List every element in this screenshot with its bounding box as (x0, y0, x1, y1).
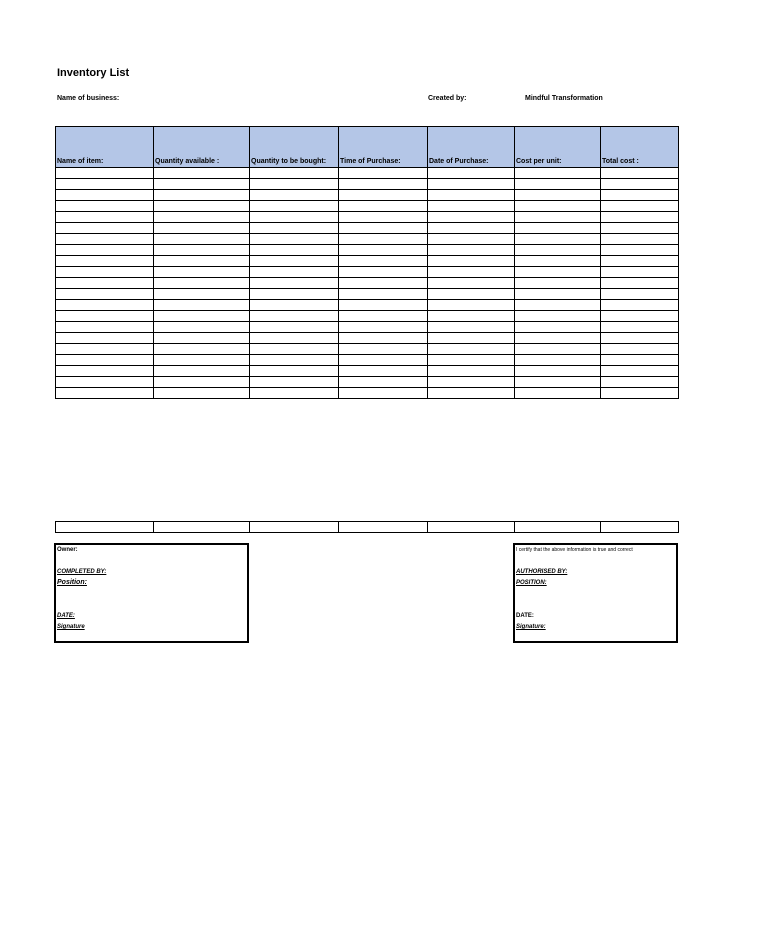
table-cell[interactable] (428, 179, 515, 190)
table-cell[interactable] (154, 179, 250, 190)
authoriser-date-label: DATE: (516, 613, 534, 619)
table-cell[interactable] (154, 234, 250, 245)
table-cell[interactable] (515, 388, 601, 399)
table-cell[interactable] (339, 256, 428, 267)
table-cell[interactable] (428, 278, 515, 289)
table-header-row (56, 127, 679, 168)
table-cell[interactable] (250, 168, 339, 179)
table-cell[interactable] (601, 300, 679, 311)
table-cell[interactable] (428, 311, 515, 322)
table-cell[interactable] (56, 278, 154, 289)
table-row (56, 223, 679, 234)
table-cell[interactable] (428, 245, 515, 256)
table-cell[interactable] (339, 311, 428, 322)
table-cell[interactable] (56, 256, 154, 267)
table-row (56, 388, 679, 399)
table-cell[interactable] (515, 311, 601, 322)
table-cell[interactable] (339, 223, 428, 234)
table-cell[interactable] (515, 377, 601, 388)
table-cell[interactable] (154, 333, 250, 344)
table-cell[interactable] (339, 377, 428, 388)
table-cell[interactable] (154, 278, 250, 289)
table-cell[interactable] (250, 355, 339, 366)
authoriser-signature-label: Signature: (516, 624, 546, 630)
table-cell[interactable] (601, 333, 679, 344)
table-cell[interactable] (154, 289, 250, 300)
table-cell[interactable] (56, 223, 154, 234)
table-cell[interactable] (250, 179, 339, 190)
table-cell[interactable] (601, 377, 679, 388)
table-cell[interactable] (339, 355, 428, 366)
table-cell[interactable] (56, 245, 154, 256)
table-cell[interactable] (428, 300, 515, 311)
table-row (56, 333, 679, 344)
table-cell[interactable] (601, 344, 679, 355)
table-cell[interactable] (428, 377, 515, 388)
table-cell[interactable] (601, 212, 679, 223)
table-cell[interactable] (515, 300, 601, 311)
table-row (56, 245, 679, 256)
table-cell[interactable] (154, 388, 250, 399)
table-cell[interactable] (56, 190, 154, 201)
table-cell[interactable] (339, 300, 428, 311)
table-cell[interactable] (601, 388, 679, 399)
table-cell[interactable] (250, 201, 339, 212)
inventory-table (55, 126, 679, 399)
table-row (56, 366, 679, 377)
table-cell[interactable] (515, 366, 601, 377)
table-cell[interactable] (250, 256, 339, 267)
table-cell[interactable] (428, 333, 515, 344)
table-cell[interactable] (154, 311, 250, 322)
table-cell[interactable] (339, 245, 428, 256)
header-cost-per-unit: Cost per unit: (515, 127, 601, 168)
table-cell[interactable] (515, 355, 601, 366)
table-cell[interactable] (428, 234, 515, 245)
table-cell[interactable] (601, 190, 679, 201)
table-cell[interactable] (339, 179, 428, 190)
table-cell[interactable] (250, 522, 339, 533)
table-cell[interactable] (428, 289, 515, 300)
table-cell[interactable] (428, 388, 515, 399)
date-label: DATE: (57, 613, 75, 619)
table-cell[interactable] (515, 179, 601, 190)
table-cell[interactable] (250, 223, 339, 234)
table-cell[interactable] (339, 190, 428, 201)
table-row (56, 256, 679, 267)
table-cell[interactable] (250, 234, 339, 245)
table-cell[interactable] (515, 256, 601, 267)
authoriser-position-label: POSITION: (516, 580, 547, 586)
table-row (56, 377, 679, 388)
table-cell[interactable] (56, 267, 154, 278)
table-cell[interactable] (428, 256, 515, 267)
table-cell[interactable] (601, 355, 679, 366)
table-cell[interactable] (250, 366, 339, 377)
table-cell[interactable] (515, 267, 601, 278)
table-cell[interactable] (339, 234, 428, 245)
created-by-label: Created by: (428, 95, 467, 102)
table-cell[interactable] (339, 168, 428, 179)
table-row (56, 311, 679, 322)
table-cell[interactable] (339, 322, 428, 333)
table-cell[interactable] (56, 333, 154, 344)
created-by-value: Mindful Transformation (525, 95, 603, 102)
table-cell[interactable] (250, 190, 339, 201)
authorised-by-label: AUTHORISED BY: (516, 569, 568, 575)
header-quantity-available: Quantity available : (154, 127, 250, 168)
table-row (56, 190, 679, 201)
table-cell[interactable] (515, 322, 601, 333)
table-cell[interactable] (154, 322, 250, 333)
table-cell[interactable] (515, 344, 601, 355)
table-cell[interactable] (56, 234, 154, 245)
table-row (56, 322, 679, 333)
table-cell[interactable] (250, 388, 339, 399)
table-cell[interactable] (339, 388, 428, 399)
table-cell[interactable] (154, 190, 250, 201)
totals-row-table (55, 521, 679, 533)
table-cell[interactable] (601, 322, 679, 333)
table-cell[interactable] (601, 311, 679, 322)
table-cell[interactable] (56, 201, 154, 212)
position-label: Position: (57, 579, 87, 586)
header-quantity-to-be-bought: Quantity to be bought: (250, 127, 339, 168)
table-cell[interactable] (56, 355, 154, 366)
table-cell[interactable] (515, 223, 601, 234)
table-row (56, 278, 679, 289)
signature-label: Signature (57, 624, 85, 630)
table-cell[interactable] (56, 388, 154, 399)
table-cell[interactable] (56, 366, 154, 377)
table-cell[interactable] (56, 300, 154, 311)
table-cell[interactable] (601, 179, 679, 190)
table-cell[interactable] (250, 377, 339, 388)
table-cell[interactable] (601, 223, 679, 234)
table-cell[interactable] (601, 267, 679, 278)
table-cell[interactable] (154, 366, 250, 377)
table-cell[interactable] (154, 223, 250, 234)
table-cell[interactable] (154, 522, 250, 533)
table-cell[interactable] (250, 289, 339, 300)
table-cell[interactable] (250, 344, 339, 355)
table-cell[interactable] (154, 344, 250, 355)
completed-by-label: COMPLETED BY: (57, 569, 107, 575)
table-cell[interactable] (601, 522, 679, 533)
table-cell[interactable] (250, 322, 339, 333)
table-row (56, 168, 679, 179)
table-cell[interactable] (339, 289, 428, 300)
table-cell[interactable] (601, 168, 679, 179)
table-cell[interactable] (601, 201, 679, 212)
table-cell[interactable] (601, 256, 679, 267)
table-cell[interactable] (56, 179, 154, 190)
table-cell[interactable] (154, 267, 250, 278)
document-title: Inventory List (57, 67, 130, 79)
table-cell[interactable] (601, 234, 679, 245)
table-cell[interactable] (339, 366, 428, 377)
table-cell[interactable] (339, 333, 428, 344)
table-cell[interactable] (428, 522, 515, 533)
table-cell[interactable] (250, 267, 339, 278)
table-cell[interactable] (515, 190, 601, 201)
table-row (56, 289, 679, 300)
table-cell[interactable] (56, 168, 154, 179)
table-cell[interactable] (250, 278, 339, 289)
table-cell[interactable] (515, 234, 601, 245)
table-cell[interactable] (515, 333, 601, 344)
table-cell[interactable] (154, 168, 250, 179)
table-cell[interactable] (515, 245, 601, 256)
table-cell[interactable] (56, 377, 154, 388)
table-cell[interactable] (56, 522, 154, 533)
header-name-of-item: Name of item: (56, 127, 154, 168)
table-cell[interactable] (428, 190, 515, 201)
table-cell[interactable] (601, 278, 679, 289)
table-cell[interactable] (515, 212, 601, 223)
totals-row (56, 522, 679, 533)
table-cell[interactable] (601, 245, 679, 256)
table-cell[interactable] (601, 366, 679, 377)
table-cell[interactable] (339, 522, 428, 533)
table-row (56, 179, 679, 190)
table-cell[interactable] (154, 300, 250, 311)
table-row (56, 234, 679, 245)
table-cell[interactable] (515, 201, 601, 212)
table-cell[interactable] (250, 333, 339, 344)
table-cell[interactable] (56, 212, 154, 223)
table-body (56, 168, 679, 399)
table-cell[interactable] (339, 201, 428, 212)
authoriser-signature-box (513, 543, 678, 643)
header-date-of-purchase: Date of Purchase: (428, 127, 515, 168)
table-cell[interactable] (339, 344, 428, 355)
table-row (56, 300, 679, 311)
table-cell[interactable] (339, 212, 428, 223)
table-cell[interactable] (56, 344, 154, 355)
table-row (56, 212, 679, 223)
table-cell[interactable] (250, 212, 339, 223)
table-cell[interactable] (154, 245, 250, 256)
table-cell[interactable] (428, 267, 515, 278)
table-cell[interactable] (154, 355, 250, 366)
table-cell[interactable] (515, 289, 601, 300)
header-total-cost: Total cost : (601, 127, 679, 168)
table-cell[interactable] (428, 201, 515, 212)
table-cell[interactable] (515, 278, 601, 289)
table-cell[interactable] (250, 311, 339, 322)
table-cell[interactable] (428, 355, 515, 366)
table-row (56, 201, 679, 212)
table-cell[interactable] (428, 322, 515, 333)
table-cell[interactable] (428, 168, 515, 179)
table-cell[interactable] (56, 311, 154, 322)
table-row (56, 267, 679, 278)
table-cell[interactable] (56, 322, 154, 333)
table-cell[interactable] (428, 344, 515, 355)
certify-text: I certify that the above information is true and correct (516, 547, 633, 553)
table-cell[interactable] (154, 377, 250, 388)
name-of-business-label: Name of business: (57, 95, 120, 102)
table-cell[interactable] (515, 168, 601, 179)
table-row (56, 344, 679, 355)
table-cell[interactable] (250, 245, 339, 256)
table-cell[interactable] (250, 300, 339, 311)
owner-signature-box (54, 543, 249, 643)
table-cell[interactable] (515, 522, 601, 533)
table-cell[interactable] (339, 278, 428, 289)
owner-label: Owner: (57, 547, 78, 553)
table-cell[interactable] (428, 366, 515, 377)
table-cell[interactable] (339, 267, 428, 278)
table-cell[interactable] (601, 289, 679, 300)
table-cell[interactable] (154, 201, 250, 212)
header-time-of-purchase: Time of Purchase: (339, 127, 428, 168)
table-cell[interactable] (428, 223, 515, 234)
table-cell[interactable] (154, 212, 250, 223)
table-row (56, 355, 679, 366)
table-cell[interactable] (154, 256, 250, 267)
table-cell[interactable] (56, 289, 154, 300)
table-cell[interactable] (428, 212, 515, 223)
